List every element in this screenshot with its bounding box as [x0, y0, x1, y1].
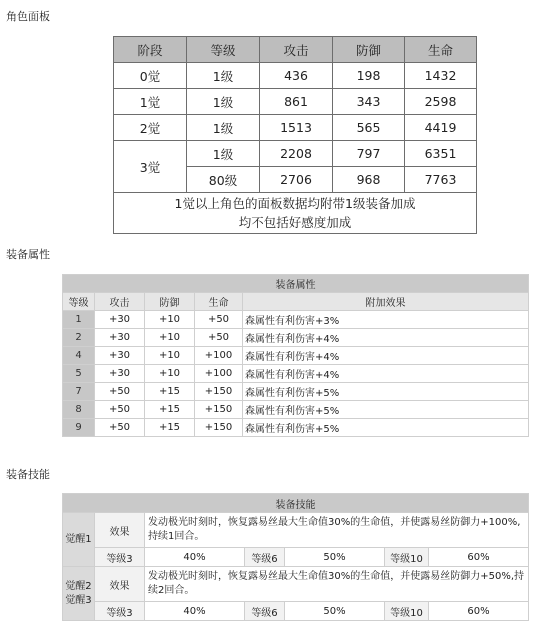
- panel-note-line2: 均不包括好感度加成: [238, 215, 352, 230]
- table-note-row: [114, 193, 477, 234]
- cell-hp: 6351: [405, 141, 477, 167]
- cell-attack: +50: [95, 401, 145, 419]
- cell-hp: +150: [195, 383, 243, 401]
- table-row: [114, 89, 477, 115]
- cell-defense: +10: [145, 347, 195, 365]
- cell-attack: +30: [95, 329, 145, 347]
- level-label: 等级3: [95, 548, 145, 567]
- cell-level: 1: [63, 311, 95, 329]
- table-row: [114, 115, 477, 141]
- cell-level: 5: [63, 365, 95, 383]
- cell-attack: 2208: [260, 141, 333, 167]
- table-header-row: [114, 37, 477, 63]
- skill-description: 发动极光时刻时，恢复露易丝最大生命值30%的生命值，并使露易丝防御力+50%,持续2回合。: [145, 567, 529, 602]
- table-band-row: [63, 275, 529, 293]
- cell-attack: 1513: [260, 115, 333, 141]
- awakening-label: [63, 567, 95, 621]
- header-defense: 防御: [145, 293, 195, 311]
- cell-level: 2: [63, 329, 95, 347]
- cell-attack: +30: [95, 365, 145, 383]
- cell-hp: 2598: [405, 89, 477, 115]
- level-label: 等级3: [95, 602, 145, 621]
- section-title-equip-skill: 装备技能: [6, 468, 50, 481]
- cell-effect: 森属性有利伤害+5%: [243, 401, 529, 419]
- header-attack: 攻击: [260, 37, 333, 63]
- awakening-label-line1: 觉醒2: [65, 580, 92, 592]
- equip-skill-band: 装备技能: [63, 494, 529, 513]
- table-row: [63, 419, 529, 437]
- level-value: 60%: [429, 548, 529, 567]
- level-label: 等级6: [245, 602, 285, 621]
- cell-attack: +30: [95, 347, 145, 365]
- effect-label: 效果: [95, 567, 145, 602]
- cell-level: 1级: [187, 141, 260, 167]
- table-header-row: [63, 293, 529, 311]
- header-stage: 阶段: [114, 37, 187, 63]
- skill-description: 发动极光时刻时，恢复露易丝最大生命值30%的生命值，并使露易丝防御力+100%,持续1回合。: [145, 513, 529, 548]
- panel-note-line1: 1觉以上角色的面板数据均附带1级装备加成: [174, 196, 416, 211]
- level-value: 50%: [285, 602, 385, 621]
- cell-defense: +10: [145, 311, 195, 329]
- cell-effect: 森属性有利伤害+5%: [243, 419, 529, 437]
- table-row: [63, 311, 529, 329]
- header-level: 等级: [63, 293, 95, 311]
- table-row: [114, 141, 477, 167]
- header-hp: 生命: [405, 37, 477, 63]
- effect-label: 效果: [95, 513, 145, 548]
- cell-level: 1级: [187, 89, 260, 115]
- cell-hp: 4419: [405, 115, 477, 141]
- table-row: [63, 401, 529, 419]
- cell-hp: +100: [195, 347, 243, 365]
- equipment-skill-table: [62, 493, 529, 621]
- skill-level-row: [63, 548, 529, 567]
- cell-attack: +50: [95, 383, 145, 401]
- cell-defense: +15: [145, 419, 195, 437]
- skill-desc-row: [63, 567, 529, 602]
- section-title-panel: 角色面板: [6, 10, 50, 23]
- cell-level: 4: [63, 347, 95, 365]
- cell-level: 1级: [187, 115, 260, 141]
- cell-hp: +50: [195, 329, 243, 347]
- cell-effect: 森属性有利伤害+5%: [243, 383, 529, 401]
- cell-hp: +150: [195, 419, 243, 437]
- cell-attack: +50: [95, 419, 145, 437]
- character-panel-table: [113, 36, 477, 234]
- cell-attack: 861: [260, 89, 333, 115]
- cell-defense: +15: [145, 401, 195, 419]
- cell-level: 80级: [187, 167, 260, 193]
- skill-desc-row: [63, 513, 529, 548]
- cell-defense: 968: [333, 167, 405, 193]
- table-row: [63, 383, 529, 401]
- cell-stage: 2觉: [114, 115, 187, 141]
- cell-level: 7: [63, 383, 95, 401]
- cell-effect: 森属性有利伤害+4%: [243, 365, 529, 383]
- cell-hp: +50: [195, 311, 243, 329]
- cell-defense: 198: [333, 63, 405, 89]
- header-extra-effect: 附加效果: [243, 293, 529, 311]
- cell-hp: 7763: [405, 167, 477, 193]
- cell-hp: +150: [195, 401, 243, 419]
- level-value: 60%: [429, 602, 529, 621]
- level-value: 40%: [145, 602, 245, 621]
- equip-attr-band: 装备属性: [63, 275, 529, 293]
- level-value: 40%: [145, 548, 245, 567]
- cell-defense: +10: [145, 365, 195, 383]
- cell-hp: 1432: [405, 63, 477, 89]
- cell-effect: 森属性有利伤害+4%: [243, 347, 529, 365]
- cell-level: 8: [63, 401, 95, 419]
- level-label: 等级10: [385, 602, 429, 621]
- awakening-label: 觉醒1: [63, 513, 95, 567]
- cell-hp: +100: [195, 365, 243, 383]
- table-row: [63, 365, 529, 383]
- cell-defense: 565: [333, 115, 405, 141]
- table-band-row: [63, 494, 529, 513]
- table-row: [63, 347, 529, 365]
- cell-attack: +30: [95, 311, 145, 329]
- header-defense: 防御: [333, 37, 405, 63]
- cell-defense: +10: [145, 329, 195, 347]
- cell-defense: +15: [145, 383, 195, 401]
- section-title-equip-attr: 装备属性: [6, 248, 50, 261]
- cell-effect: 森属性有利伤害+3%: [243, 311, 529, 329]
- cell-attack: 436: [260, 63, 333, 89]
- header-hp: 生命: [195, 293, 243, 311]
- cell-stage: 3觉: [114, 141, 187, 193]
- level-value: 50%: [285, 548, 385, 567]
- panel-note: [114, 193, 477, 234]
- cell-defense: 343: [333, 89, 405, 115]
- cell-stage: 0觉: [114, 63, 187, 89]
- awakening-label-line2: 觉醒3: [65, 594, 92, 606]
- table-row: [114, 63, 477, 89]
- cell-defense: 797: [333, 141, 405, 167]
- cell-effect: 森属性有利伤害+4%: [243, 329, 529, 347]
- cell-attack: 2706: [260, 167, 333, 193]
- level-label: 等级6: [245, 548, 285, 567]
- cell-stage: 1觉: [114, 89, 187, 115]
- cell-level: 1级: [187, 63, 260, 89]
- header-level: 等级: [187, 37, 260, 63]
- header-attack: 攻击: [95, 293, 145, 311]
- equipment-attribute-table: [62, 274, 529, 437]
- cell-level: 9: [63, 419, 95, 437]
- table-row: [63, 329, 529, 347]
- level-label: 等级10: [385, 548, 429, 567]
